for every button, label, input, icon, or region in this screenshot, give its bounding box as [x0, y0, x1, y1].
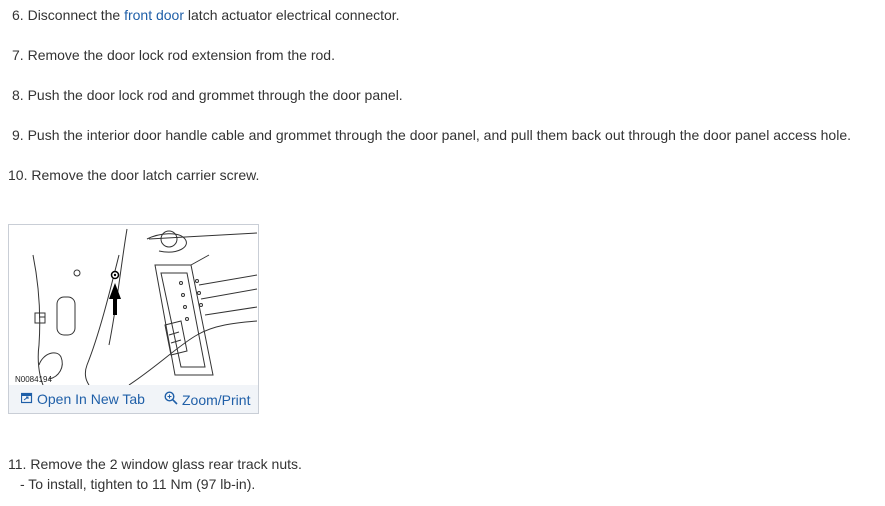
open-in-new-tab-icon	[21, 391, 33, 407]
step-6-text-after: latch actuator electrical connector.	[184, 7, 400, 23]
step-10-text: Remove the door latch carrier screw.	[31, 167, 260, 183]
figure-id: N0084194	[15, 375, 52, 384]
step-9-number: 9.	[12, 127, 24, 143]
step-6-number: 6.	[12, 7, 24, 23]
step-7	[12, 46, 335, 64]
step-11	[8, 455, 302, 473]
open-in-new-tab-button[interactable]	[21, 391, 145, 407]
step-7-text: Remove the door lock rod extension from the rod.	[27, 47, 335, 63]
door-latch-illustration	[9, 225, 258, 385]
step-10-number: 10.	[8, 167, 28, 183]
step-8	[12, 86, 403, 104]
magnifier-zoom-icon	[164, 391, 178, 408]
step-11-number: 11.	[8, 456, 27, 472]
step-10	[8, 166, 259, 184]
front-door-link[interactable]: front door	[124, 7, 185, 23]
step-11-text: Remove the 2 window glass rear track nuts.	[30, 456, 302, 472]
open-in-new-tab-label: Open In New Tab	[37, 391, 145, 407]
zoom-print-button[interactable]	[164, 391, 250, 408]
step-9-text: Push the interior door handle cable and grommet through the door panel, and pull them back out through the door panel access hole.	[27, 127, 852, 143]
step-6	[12, 6, 400, 24]
step-11-subnote: - To install, tighten to 11 Nm (97 lb-in).	[20, 476, 256, 492]
step-7-number: 7.	[12, 47, 24, 63]
step-6-text-before: Disconnect the	[27, 7, 125, 23]
step-8-number: 8.	[12, 87, 24, 103]
figure-card	[8, 224, 259, 414]
figure-toolbar	[9, 385, 258, 413]
step-8-text: Push the door lock rod and grommet through the door panel.	[27, 87, 403, 103]
step-9	[12, 126, 851, 144]
zoom-print-label: Zoom/Print	[182, 391, 251, 408]
